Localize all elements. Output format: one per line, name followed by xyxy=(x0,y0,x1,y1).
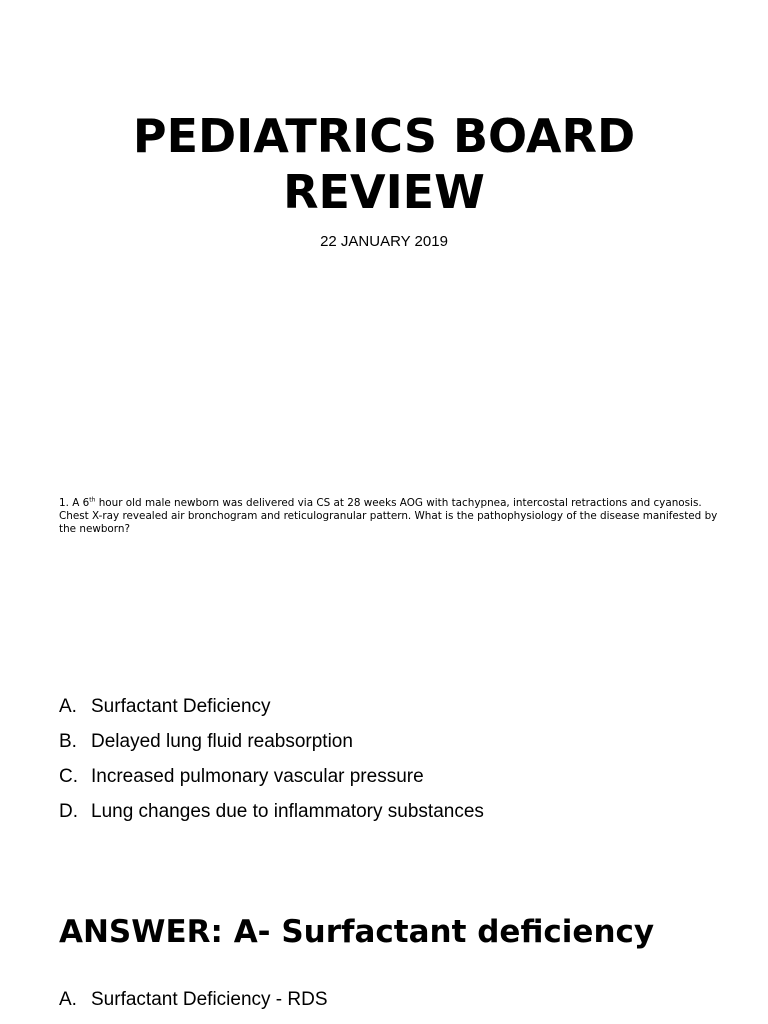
explanation-text: Surfactant Deficiency - RDS xyxy=(91,989,328,1010)
explanation-list xyxy=(59,986,328,1014)
option-a xyxy=(59,693,484,728)
explanation-item xyxy=(59,986,328,1014)
page-title xyxy=(0,108,768,220)
question-superscript: th xyxy=(89,496,96,504)
option-c xyxy=(59,763,484,798)
option-b xyxy=(59,728,484,763)
review-date: 22 JANUARY 2019 xyxy=(320,233,448,250)
option-letter: C. xyxy=(59,766,78,787)
option-letter: A. xyxy=(59,696,77,717)
option-text: Lung changes due to inflammatory substances xyxy=(91,801,484,822)
option-letter: D. xyxy=(59,801,78,822)
option-text: Delayed lung fluid reabsorption xyxy=(91,731,353,752)
option-text: Increased pulmonary vascular pressure xyxy=(91,766,424,787)
title-line-1: PEDIATRICS BOARD xyxy=(132,109,636,163)
title-line-2: REVIEW xyxy=(283,165,485,219)
explanation-letter: A. xyxy=(59,989,77,1010)
option-text: Surfactant Deficiency xyxy=(91,696,271,717)
answer-options xyxy=(59,693,484,833)
question-body: hour old male newborn was delivered via CS at 28 weeks AOG with tachypnea, intercostal retractions and cyanosis. Chest X-ray revealed air bronchogram and reticulogranular pattern. What is the pathophysiology of the disease manifested by the newborn? xyxy=(59,497,718,535)
option-letter: B. xyxy=(59,731,77,752)
question-text xyxy=(59,497,719,536)
answer-heading: ANSWER: A- Surfactant deficiency xyxy=(59,914,655,950)
option-d xyxy=(59,798,484,833)
question-prefix: 1. A 6 xyxy=(59,497,90,509)
